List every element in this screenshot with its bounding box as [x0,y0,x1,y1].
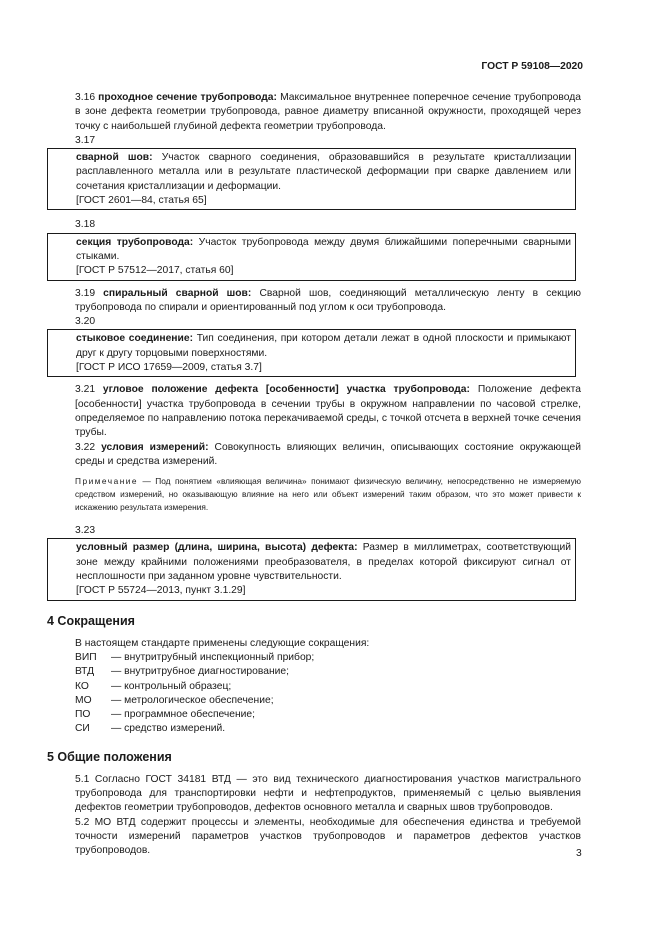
abbreviation-description: — метрологическое обеспечение; [111,694,274,706]
term-box-3-17 [47,148,576,210]
term-name: стыковое соединение: [76,333,194,345]
term-source: [ГОСТ Р ИСО 17659—2009, статья 3.7] [76,362,262,374]
abbreviation: КО [75,680,89,692]
term-name: условный размер (длина, ширина, высота) дефекта: [76,542,358,554]
abbreviation-description: — средство измерений. [111,723,226,735]
paragraph-5-1: 5.1 Согласно ГОСТ 34181 ВТД — это вид технического диагностирования участков магистрального трубопровода для транспортировки нефти и нефтепродуктов, применяемый с целью выявления дефектов геометрии трубопроводов, дефектов основного металла и сварных швов трубопроводов. [75,773,581,814]
term-number: 3.21 [75,384,96,396]
term-number: 3.19 [75,287,96,299]
abbreviation-description: — контрольный образец; [111,680,232,692]
term-definition: Совокупность влияющих величин, описывающих состояние окружающей среды и средства измерений. [75,441,581,467]
abbreviation: ВИП [75,651,97,663]
term-source: [ГОСТ Р 55724—2013, пункт 3.1.29] [76,585,246,597]
abbreviation-list [75,651,581,737]
note [75,475,581,514]
term-definition: Положение дефекта [особенности] участка трубопровода в сечении трубы в окружном направлении по часовой стрелке, определяемое по направлению потока перекачиваемой среды, с точкой отсчета в верхней точке сечения трубы. [75,384,581,439]
term-number-3-20: 3.20 [75,316,96,328]
term-definition: Участок трубопровода между двумя ближайшими поперечными сварными стыками. [76,236,571,262]
term-3-19 [75,287,581,316]
term-name: условия измерений: [101,441,209,453]
term-definition: Участок сварного соединения, образовавшийся в результате кристаллизации расплавленного металла или в результате пластической деформации при сварке давлением или сочетания кристаллизации и деформации. [76,152,571,192]
abbreviation-description: — внутритрубное диагностирование; [111,666,289,678]
page-content [47,91,581,858]
term-name: спиральный сварной шов: [103,287,252,299]
term-definition: Тип соединения, при котором детали лежат в одной плоскости и примыкают друг к другу торцовыми поверхностями. [76,333,571,359]
abbreviation: ПО [75,709,91,721]
term-box-3-20 [47,329,576,377]
standard-designation: ГОСТ Р 59108—2020 [481,61,583,72]
term-box-3-18 [47,233,576,281]
abbreviation-description: — программное обеспечение; [111,709,256,721]
section-4-title: 4 Сокращения [47,613,135,628]
term-number: 3.22 [75,441,96,453]
term-definition: Сварной шов, соединяющий металлическую ленту в секцию трубопровода по спирали и ориентированный под углом к оси трубопровода. [75,287,581,313]
note-label: Примечание [75,476,139,487]
term-source: [ГОСТ 2601—84, статья 65] [76,195,207,207]
term-number-3-17: 3.17 [75,134,96,146]
abbreviation-item [75,651,581,665]
term-name: сварной шов: [76,152,153,164]
term-3-21 [75,383,581,440]
term-box-3-23 [47,538,576,600]
section-5-title: 5 Общие положения [47,749,172,764]
abbreviation: МО [75,694,92,706]
abbreviation: ВТД [75,666,95,678]
term-3-16 [75,91,581,134]
term-source: [ГОСТ Р 57512—2017, статья 60] [76,265,234,277]
abbreviation-description: — внутритрубный инспекционный прибор; [111,651,315,663]
abbreviation-item [75,708,581,722]
term-name: проходное сечение трубопровода: [98,92,277,103]
term-number: 3.16 [75,92,96,103]
page-number: 3 [576,848,582,859]
term-number-3-23: 3.23 [75,525,96,537]
term-definition: Максимальное внутреннее поперечное сечение трубопровода в зоне дефекта геометрии трубопровода, равное диаметру вписанной окружности, проходящей через точку с наибольшей глубиной дефекта геометрии трубопровода. [75,92,581,132]
term-number-3-18: 3.18 [75,219,96,231]
term-definition: Размер в миллиметрах, соответствующий зоне между крайними положениями преобразователя, в пределах которой фиксируют сигнал от несплошности при заданном уровне чувствительности. [76,542,571,583]
term-3-22 [75,441,581,470]
abbreviation-item [75,722,581,736]
note-text: — Под понятием «влияющая величина» понимают физическую величину, непосредственно не измеряемую средством измерений, но оказывающую влияние на него или объект измерений таким образом, что это может привести к искажению результата измерения. [75,476,581,513]
abbreviation-item [75,694,581,708]
section-4-intro: В настоящем стандарте применены следующие сокращения: [75,637,370,649]
abbreviation-item [75,665,581,679]
term-name: секция трубопровода: [76,236,194,248]
term-name: угловое положение дефекта [особенности] участка трубопровода: [102,384,470,396]
paragraph-5-2: 5.2 МО ВТД содержит процессы и элементы, необходимые для обеспечения единства и требуемой точности измерений параметров участков трубопроводов и параметров дефектов участков трубопроводов. [75,816,581,857]
abbreviation: СИ [75,723,90,735]
abbreviation-item [75,680,581,694]
